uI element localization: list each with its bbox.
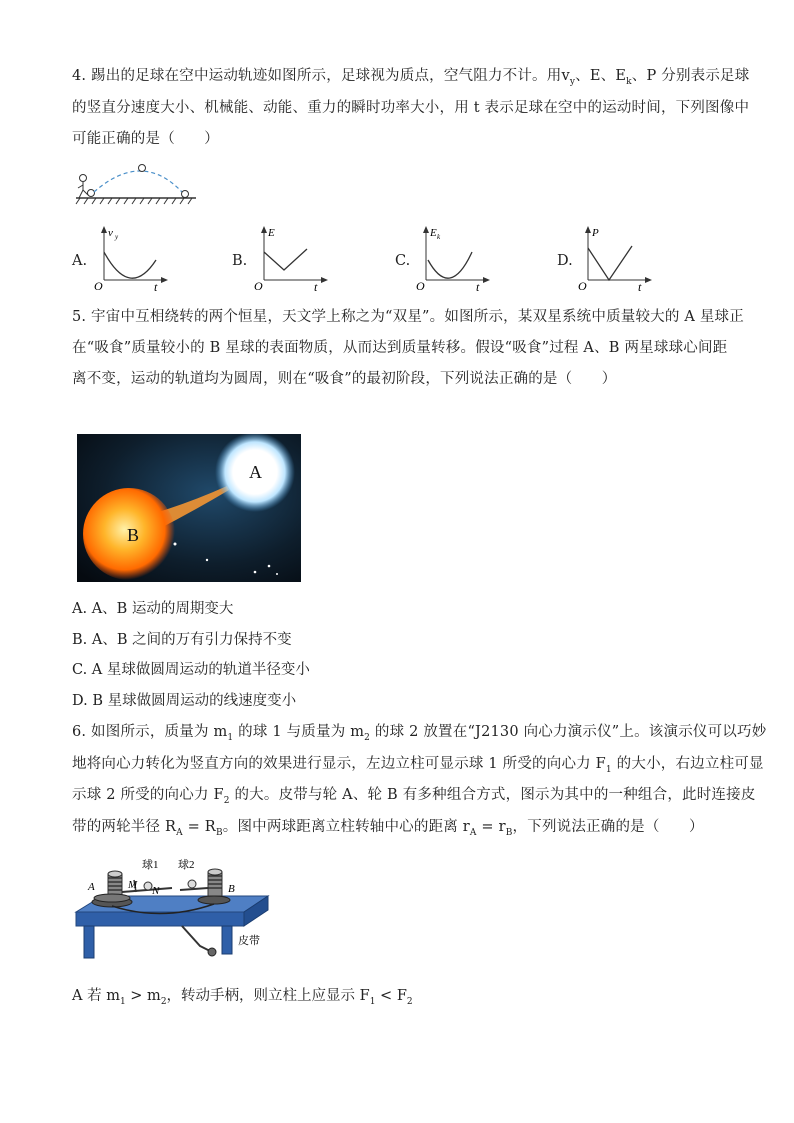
q6-line-3: 示球 2 所受的向心力 $F_2$ 的大。皮带与轮 A、轮 B 有多种组合方式，图示为其中的一种组合，此时连接皮	[72, 787, 756, 806]
graph-a-origin: O	[94, 279, 103, 292]
graph-c-ylabel: E	[430, 227, 437, 239]
star-a-label: A	[249, 462, 262, 482]
graph-d-xlabel: t	[638, 280, 642, 292]
label-a: A	[88, 881, 95, 893]
graph-b-ylabel: E	[268, 227, 275, 239]
graph-d-ylabel: P	[592, 227, 599, 239]
q5-line-2: 在“吸食”质量较小的 B 星球的表面物质，从而达到质量转移。假设“吸食”过程 A、B 两星球球心间距	[72, 340, 728, 356]
label-ball2: 球2	[178, 859, 195, 871]
centripetal-apparatus-figure	[72, 852, 272, 972]
graph-b	[250, 222, 330, 292]
label-belt: 皮带	[238, 935, 260, 947]
q4-line-1: 4. 踢出的足球在空中运动轨迹如图所示，足球视为质点，空气阻力不计。用$v_y$、E、$E_k$、P 分别表示足球	[72, 68, 750, 87]
binary-star-image	[77, 434, 301, 582]
q6-line-2: 地将向心力转化为竖直方向的效果进行显示，左边立柱可显示球 1 所受的向心力 $F_1$ 的大小，右边立柱可显	[72, 756, 764, 775]
q4-option-d-letter: D.	[557, 253, 573, 269]
graph-b-xlabel: t	[314, 280, 318, 292]
q4-line-3: 可能正确的是（ ）	[72, 131, 219, 147]
graph-a-ysub: y	[115, 233, 119, 241]
graph-b-origin: O	[254, 279, 263, 292]
label-b: B	[228, 883, 235, 895]
q4-option-a-letter: A.	[72, 253, 88, 269]
graph-c-origin: O	[416, 279, 425, 292]
star-b-label: B	[127, 525, 140, 545]
label-ball1: 球1	[142, 859, 159, 871]
graph-c-xlabel: t	[476, 280, 480, 292]
q6-option-a: A 若 $m_1 > m_2$，转动手柄，则立柱上应显示 $F_1 < F_2$	[72, 988, 413, 1007]
q5-option-c: C. A 星球做圆周运动的轨道半径变小	[72, 662, 310, 678]
trajectory-figure	[72, 160, 202, 212]
graph-d-origin: O	[578, 279, 587, 292]
graph-a	[90, 222, 170, 292]
q4-line-2: 的竖直分速度大小、机械能、动能、重力的瞬时功率大小，用 t 表示足球在空中的运动时间，下列图像中	[72, 100, 750, 116]
q4-option-b-letter: B.	[232, 253, 248, 269]
graph-c-ysub: k	[437, 233, 441, 241]
graph-a-ylabel: v	[108, 227, 113, 239]
q5-option-d: D. B 星球做圆周运动的线速度变小	[72, 693, 297, 709]
graph-c	[412, 222, 492, 292]
q6-line-4: 带的两轮半径 $R_A = R_B$。图中两球距离立柱转轴中心的距离 $r_A = r_B$，下列说法正确的是（ ）	[72, 819, 704, 838]
label-m: M	[128, 879, 138, 891]
q5-option-b: B. A、B 之间的万有引力保持不变	[72, 632, 292, 648]
q6-line-1: 6. 如图所示，质量为 $m_1$ 的球 1 与质量为 $m_2$ 的球 2 放置在“J2130 向心力演示仪”上。该演示仪可以巧妙	[72, 724, 767, 743]
graph-a-xlabel: t	[154, 280, 158, 292]
q5-option-a: A. A、B 运动的周期变大	[72, 601, 234, 617]
graph-d	[574, 222, 654, 292]
q4-option-c-letter: C.	[395, 253, 411, 269]
label-n: N	[152, 885, 160, 897]
q5-line-1: 5. 宇宙中互相绕转的两个恒星，天文学上称之为“双星”。如图所示，某双星系统中质量较大的 A 星球正	[72, 309, 744, 325]
q5-line-3: 离不变，运动的轨道均为圆周，则在“吸食”的最初阶段，下列说法正确的是（ ）	[72, 371, 617, 387]
